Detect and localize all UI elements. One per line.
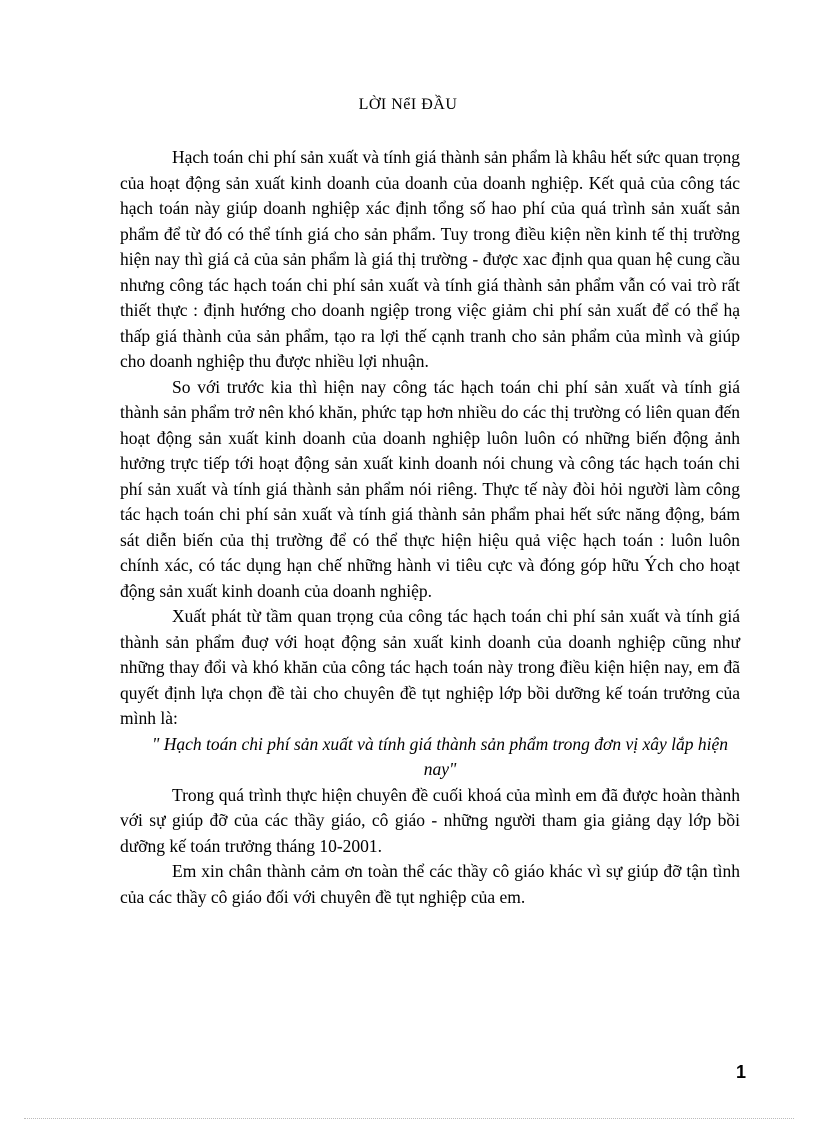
paragraph-4: Trong quá trình thực hiện chuyên đề cuối khoá của mình em đã được hoàn thành với sự giúp đỡ của các thầy giáo, cô giáo - những người tham gia giảng dạy lớp bồi dưỡng kế toán trưởng tháng 10-2001. [120, 784, 740, 856]
paragraph-3: Xuất phát từ tầm quan trọng của công tác hạch toán chi phí sản xuất và tính giá thành sản phẩm đuợ với hoạt động sản xuất kinh doanh của doanh nghiệp cũng như những thay đổi và khó khăn của công tác hạch toán này trong điều kiện hiện nay, em đã quyết định lựa chọn đề tài cho chuyên đề tụt nghiệp lớp bồi dưỡng kế toán trưởng của mình là: [120, 606, 740, 728]
document-body [120, 145, 740, 910]
thesis-title-quote: " Hạch toán chi phí sản xuất và tính giá thành sản phẩm trong đơn vị xây lắp hiện nay" [152, 733, 728, 779]
paragraph-2: So với trước kia thì hiện nay công tác hạch toán chi phí sản xuất và tính giá thành sản phẩm trở nên khó khăn, phức tạp hơn nhiều do các thị trường có liên quan đến hoạt động sản xuất kinh doanh của doanh nghiệp luôn luôn có những biến động ảnh hưởng trực tiếp tới hoạt động sản xuất kinh doanh nói chung và công tác hạch toán chi phí sản xuất và tính giá thành sản phẩm nói riêng. Thực tế này đòi hỏi người làm công tác hạch toán chi phí sản xuất và tính giá thành sản phẩm phai hết sức năng động, bám sát diễn biến của thị trường để có thể thực hiện hiệu quả việc hạch toán : luôn luôn chính xác, có tác dụng hạn chế những hành vi tiêu cực và đóng góp hữu Ých cho hoạt động sản xuất kinh doanh của doanh nghiệp. [120, 376, 740, 601]
paragraph-5: Em xin chân thành cảm ơn toàn thể các thầy cô giáo khác vì sự giúp đỡ tận tình của các thầy cô giáo đối với chuyên đề tụt nghiệp của em. [120, 861, 740, 907]
page-bottom-divider [24, 1118, 794, 1119]
page-number: 1 [736, 1062, 747, 1082]
page-title: LỜI NểI ĐẦU [358, 96, 458, 113]
paragraph-1: Hạch toán chi phí sản xuất và tính giá thành sản phẩm là khâu hết sức quan trọng của hoạt động sản xuất kinh doanh của doanh của doanh nghiệp. Kết quả của công tác hạch toán này giúp doanh nghiệp xác định tổng số hao phí của quá trình sản xuất sản phẩm để từ đó có thể tính giá cho sản phẩm. Tuy trong điều kiện nền kinh tế thị trường hiện nay thì giá cả của sản phẩm là giá thị trường - được xac định qua quan hệ cung cầu nhưng công tác hạch toán chi phí sản xuất và tính giá thành sản phẩm vẫn có vai trò rất thiết thực : định hướng cho doanh ngiệp trong việc giảm chi phí sản xuất để có thể hạ thấp giá thành của sản phẩm, tạo ra lợi thế cạnh tranh cho sản phẩm của mình và giúp cho doanh nghiệp thu được nhiều lợi nhuận. [120, 147, 740, 371]
